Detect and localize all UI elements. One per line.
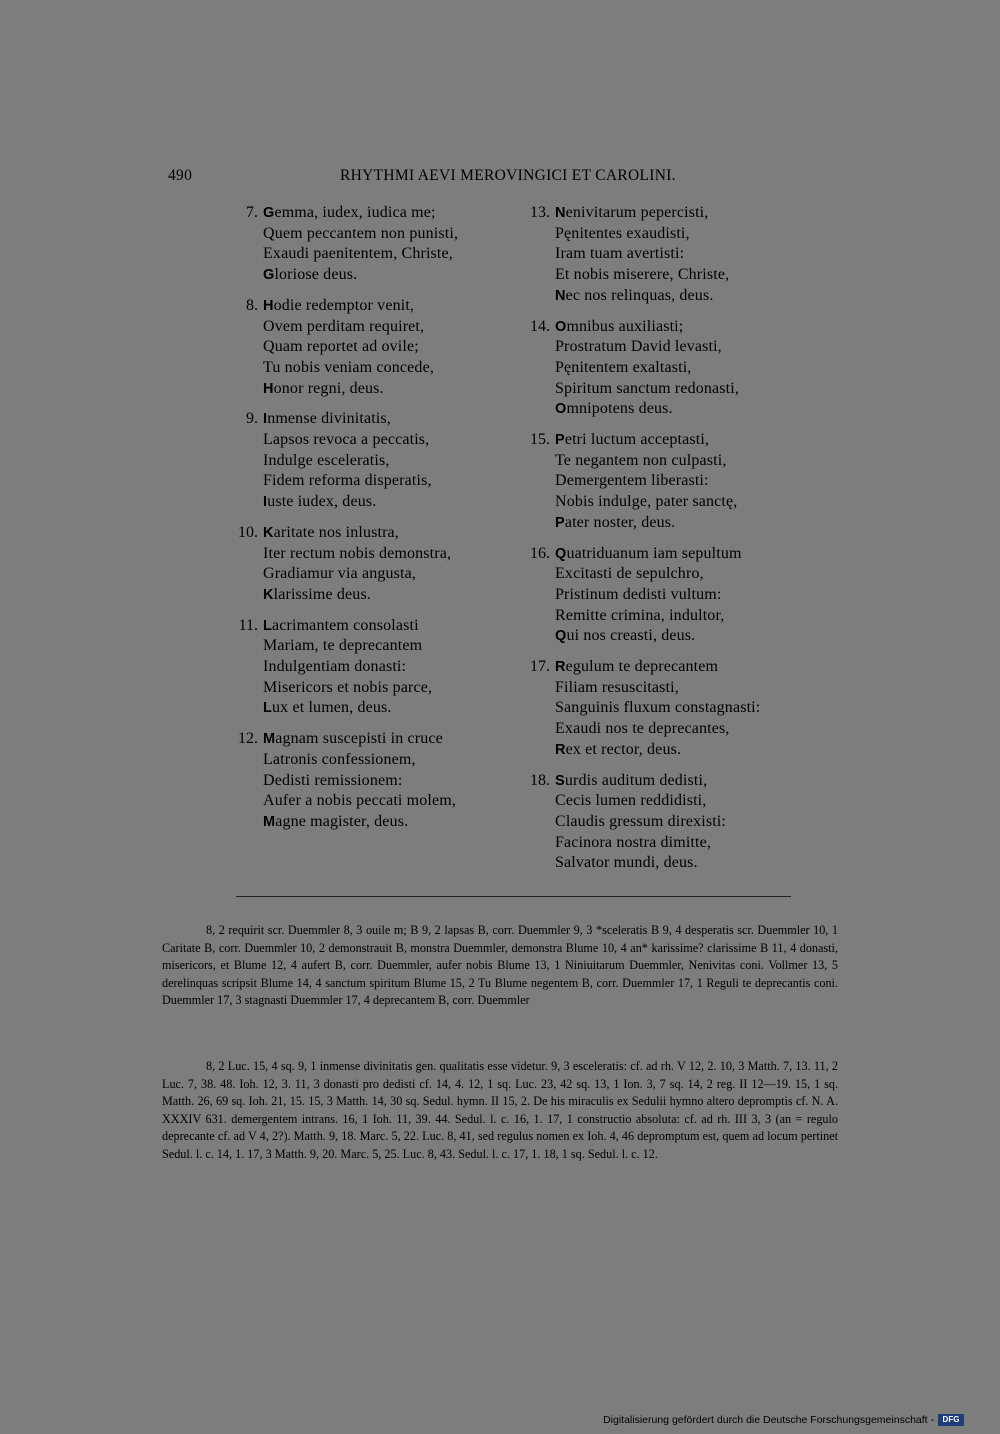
verse-line — [555, 430, 810, 451]
verse-text: Dedisti remissionem: — [263, 771, 403, 789]
stanza-lines — [263, 523, 508, 606]
verse-text: enivitarum pepercisti, — [565, 204, 709, 221]
verse-line — [555, 286, 810, 307]
verse-text: egulum te deprecantem — [565, 658, 719, 676]
verse-initial: I — [263, 411, 268, 428]
stanza-lines — [555, 203, 810, 307]
stanza — [520, 317, 810, 421]
source-notes-text: 8, 2 Luc. 15, 4 sq. 9, 1 inmense divinitatis gen. qualitatis esse videtur. 9, 3 esceleratis: cf. ad rh. V 12, 2. 10, 3 Matth. 7, 13. 11, 2 Luc. 7, 38. 48. Ioh. 12, 3. 11, 3 donasti pro dedisti cf. 14, 4. 12, 1 sq. Luc. 23, 42 sq. 13, 1 Ion. 3, 7 sq. 14, 2 reg. II 12—19. 15, 1 sq. Matth. 26, 69 sq. Ioh. 21, 15. 15, 3 Matth. 14, 30 sq. Sedul. hymn. II 15, 2. De his miraculis ex Sedulii hymno altero depromptis cf. N. A. XXXIV 631. demergentem intrans. 16, 1 Ioh. 11, 39. 44. Sedul. l. c. 16, 1. 17, 1 constructio absoluta: cf. ad rh. III 3, 3 (an = regulo deprecante cf. ad V 4, 2?). Matth. 9, 18. Marc. 5, 22. Luc. 8, 41, sed regulus nomen ex Ioh. 4, 46 depromptum est, quem ad locum pertinet Sedul. l. c. 14, 1. 17, 3 Matth. 9, 20. Marc. 5, 25. Luc. 8, 43. Sedul. l. c. 17, 1. 18, 1 sq. Sedul. l. c. 12. — [162, 1059, 838, 1161]
verse-initial: N — [555, 205, 566, 221]
stanza-number: 7. — [246, 204, 258, 221]
verse-line — [263, 265, 508, 286]
verse-text: agne magister, deus. — [275, 812, 409, 830]
verse-line — [555, 740, 810, 761]
stanza — [228, 729, 508, 833]
stanza-lines — [555, 317, 810, 421]
verse-line — [555, 337, 810, 358]
verse-line — [263, 430, 508, 451]
verse-text: agnam suscepisti in cruce — [275, 730, 443, 748]
verse-line — [263, 337, 508, 358]
stanza — [228, 523, 508, 606]
verse-text: Cecis lumen reddidisti, — [555, 792, 707, 810]
verse-line — [555, 399, 810, 420]
verse-line — [555, 564, 810, 585]
verse-text: Claudis gressum direxisti: — [555, 812, 727, 830]
stanza-lines — [555, 657, 810, 761]
verse-line — [555, 513, 810, 534]
page-number: 490 — [168, 167, 193, 184]
verse-line — [555, 451, 810, 472]
verse-text: Iter rectum nobis demonstra, — [263, 544, 452, 562]
verse-initial: I — [263, 494, 268, 511]
verse-text: Tu nobis veniam concede, — [263, 358, 434, 376]
stanza-lines — [263, 616, 508, 720]
verse-line — [263, 492, 508, 513]
running-title: RHYTHMI AEVI MEROVINGICI ET CAROLINI. — [340, 167, 676, 184]
verse-line — [263, 636, 508, 657]
verse-initial: Q — [555, 628, 567, 645]
verse-initial: R — [555, 741, 566, 758]
verse-text: Ovem perditam requiret, — [263, 317, 425, 335]
verse-text: Prostratum David levasti, — [555, 338, 722, 356]
verse-text: Quam reportet ad ovile; — [263, 338, 419, 356]
verse-initial: H — [263, 380, 274, 397]
stanza-number: 12. — [238, 730, 258, 748]
verse-text: ater noster, deus. — [564, 513, 676, 531]
verse-line — [263, 812, 508, 833]
stanza-number: 18. — [530, 771, 550, 789]
verse-text: Te negantem non culpasti, — [555, 451, 727, 469]
verse-text: mnibus auxiliasti; — [566, 317, 684, 335]
page-header — [168, 167, 676, 189]
verse-text: Iram tuam avertisti: — [555, 245, 685, 263]
verse-line — [263, 244, 508, 265]
verse-line — [263, 224, 508, 245]
stanza-number: 17. — [530, 658, 550, 676]
stanza-number: 13. — [530, 204, 550, 221]
verse-line — [263, 379, 508, 400]
verse-text: Indulge esceleratis, — [263, 451, 390, 469]
verse-line — [263, 523, 508, 544]
verse-line — [555, 471, 810, 492]
verse-text: Pristinum dedisti vultum: — [555, 585, 722, 603]
verse-line — [555, 812, 810, 833]
verse-text: Fidem reforma disperatis, — [263, 472, 432, 490]
verse-text: ec nos relinquas, deus. — [565, 286, 714, 304]
verse-initial: K — [263, 524, 274, 541]
verse-text: urdis auditum dedisti, — [564, 771, 708, 789]
stanza-lines — [555, 771, 810, 875]
verse-text: uste iudex, deus. — [267, 493, 377, 511]
verse-line — [555, 492, 810, 513]
verse-text: Facinora nostra dimitte, — [555, 833, 712, 851]
verse-text: Aufer a nobis peccati molem, — [263, 792, 457, 810]
verse-line — [555, 678, 810, 699]
verse-initial: G — [263, 205, 275, 221]
verse-initial: P — [555, 432, 565, 449]
verse-text: acrimantem consolasti — [272, 616, 419, 634]
verse-text: Gradiamur via angusta, — [263, 565, 417, 583]
verse-text: Sanguinis fluxum constagnasti: — [555, 699, 761, 717]
verse-text: Demergentem liberasti: — [555, 472, 709, 490]
stanza-lines — [555, 430, 810, 534]
verse-text: ux et lumen, deus. — [272, 699, 392, 717]
stanza — [520, 544, 810, 648]
funding-footer — [603, 1412, 964, 1428]
verse-line — [263, 729, 508, 750]
footer-text: Digitalisierung gefördert durch die Deutsche Forschungsgemeinschaft - — [603, 1414, 934, 1426]
verse-text: Et nobis miserere, Christe, — [555, 266, 730, 284]
verse-line — [555, 244, 810, 265]
verse-line — [555, 853, 810, 874]
stanza — [228, 203, 508, 286]
source-notes — [162, 1058, 838, 1164]
verse-initial: N — [555, 287, 566, 304]
verse-initial: G — [263, 267, 275, 284]
verse-initial: R — [555, 659, 566, 676]
verse-line — [555, 317, 810, 338]
verse-line — [263, 791, 508, 812]
verse-text: Spiritum sanctum redonasti, — [555, 379, 740, 397]
verse-line — [555, 719, 810, 740]
verse-line — [263, 657, 508, 678]
verse-line — [263, 585, 508, 606]
verse-text: Misericors et nobis parce, — [263, 678, 433, 696]
verse-initial: S — [555, 772, 565, 789]
stanza — [228, 409, 508, 513]
stanza-lines — [263, 729, 508, 833]
stanza-lines — [263, 296, 508, 400]
verse-text: emma, iudex, iudica me; — [274, 204, 436, 221]
verse-text: ui nos creasti, deus. — [566, 627, 696, 645]
verse-text: Mariam, te deprecantem — [263, 637, 423, 655]
verse-text: loriose deus. — [274, 266, 358, 284]
verse-text: etri luctum acceptasti, — [564, 431, 710, 449]
verse-line — [263, 544, 508, 565]
verse-line — [555, 698, 810, 719]
verse-line — [555, 606, 810, 627]
verse-text: Exaudi nos te deprecantes, — [555, 720, 730, 738]
left-verse-column — [228, 203, 508, 843]
stanza — [228, 616, 508, 720]
verse-initial: Q — [555, 545, 567, 562]
verse-text: Nobis indulge, pater sanctę, — [555, 493, 738, 511]
verse-line — [263, 451, 508, 472]
verse-initial: L — [263, 617, 273, 634]
verse-line — [555, 657, 810, 678]
verse-line — [263, 750, 508, 771]
verse-text: Exaudi paenitentem, Christe, — [263, 245, 453, 263]
stanza-number: 11. — [238, 616, 258, 634]
dfg-logo: DFG — [938, 1414, 964, 1426]
verse-text: Salvator mundi, deus. — [555, 854, 698, 872]
verse-initial: M — [263, 813, 276, 830]
critical-apparatus-text: 8, 2 requirit scr. Duemmler 8, 3 ouile m; B 9, 2 lapsas B, corr. Duemmler 9, 3 *sceleratis B 9, 4 desperatis scr. Duemmler 10, 1 Caritate B, corr. Duemmler 10, 2 demonstrauit B, monstra Duemmler, demonstra Blume 10, 4 an* karissime? clarissime B 11, 4 donasti, misericors, et Blume 12, 4 aufert B, corr. Duemmler, aufer nobis Blume 13, 1 Niniuitarum Duemmler, Nenivitas coni. Vollmer 13, 5 derelinquas scripsit Blume 14, 4 sanctum spiritum Blume 15, 2 Tu Blume negentem B, corr. Duemmler 17, 1 Reguli te deprecantis coni. Duemmler 17, 3 stagnasti Duemmler 17, 4 deprecantem B, corr. Duemmler — [162, 923, 838, 1008]
stanza-lines — [263, 409, 508, 513]
verse-line — [555, 791, 810, 812]
stanza-lines — [263, 203, 508, 286]
verse-text: odie redemptor venit, — [273, 296, 415, 314]
stanza — [520, 203, 810, 307]
verse-initial: O — [555, 401, 567, 418]
verse-line — [555, 265, 810, 286]
verse-line — [263, 409, 508, 430]
verse-text: ex et rector, deus. — [565, 740, 682, 758]
footnote-separator — [236, 896, 791, 897]
stanza-number: 8. — [246, 296, 258, 314]
stanza-number: 14. — [530, 317, 550, 335]
verse-initial: H — [263, 297, 274, 314]
verse-line — [555, 379, 810, 400]
verse-initial: L — [263, 700, 273, 717]
stanza — [520, 430, 810, 534]
verse-text: uatriduanum iam sepultum — [566, 544, 742, 562]
stanza — [520, 771, 810, 875]
stanza-lines — [555, 544, 810, 648]
stanza — [228, 296, 508, 400]
verse-initial: M — [263, 731, 276, 748]
verse-initial: P — [555, 514, 565, 531]
verse-text: Remitte crimina, indultor, — [555, 606, 725, 624]
verse-line — [263, 358, 508, 379]
verse-line — [555, 358, 810, 379]
verse-line — [555, 585, 810, 606]
verse-line — [263, 296, 508, 317]
verse-line — [263, 771, 508, 792]
verse-line — [263, 317, 508, 338]
verse-line — [555, 626, 810, 647]
verse-line — [555, 833, 810, 854]
verse-text: onor regni, deus. — [273, 379, 384, 397]
verse-text: aritate nos inlustra, — [273, 523, 399, 541]
verse-line — [263, 203, 508, 224]
verse-initial: O — [555, 318, 567, 335]
right-verse-column — [520, 203, 810, 884]
verse-line — [555, 224, 810, 245]
verse-text: larissime deus. — [273, 585, 371, 603]
verse-text: Lapsos revoca a peccatis, — [263, 431, 430, 449]
verse-text: mnipotens deus. — [566, 400, 673, 418]
verse-line — [263, 564, 508, 585]
verse-text: Quem peccantem non punisti, — [263, 224, 459, 242]
critical-apparatus — [162, 922, 838, 1010]
verse-line — [263, 471, 508, 492]
verse-line — [263, 678, 508, 699]
verse-text: Latronis confessionem, — [263, 750, 416, 768]
verse-line — [555, 771, 810, 792]
stanza-number: 10. — [238, 523, 258, 541]
verse-line — [263, 698, 508, 719]
verse-line — [555, 203, 810, 224]
verse-line — [263, 616, 508, 637]
stanza-number: 9. — [246, 410, 258, 428]
verse-text: nmense divinitatis, — [267, 410, 391, 428]
verse-line — [555, 544, 810, 565]
stanza — [520, 657, 810, 761]
verse-text: Indulgentiam donasti: — [263, 658, 407, 676]
verse-text: Pęnitentem exaltasti, — [555, 358, 692, 376]
verse-text: Excitasti de sepulchro, — [555, 565, 704, 583]
verse-text: Pęnitentes exaudisti, — [555, 224, 690, 242]
verse-initial: K — [263, 586, 274, 603]
verse-text: Filiam resuscitasti, — [555, 678, 679, 696]
stanza-number: 15. — [530, 431, 550, 449]
stanza-number: 16. — [530, 544, 550, 562]
